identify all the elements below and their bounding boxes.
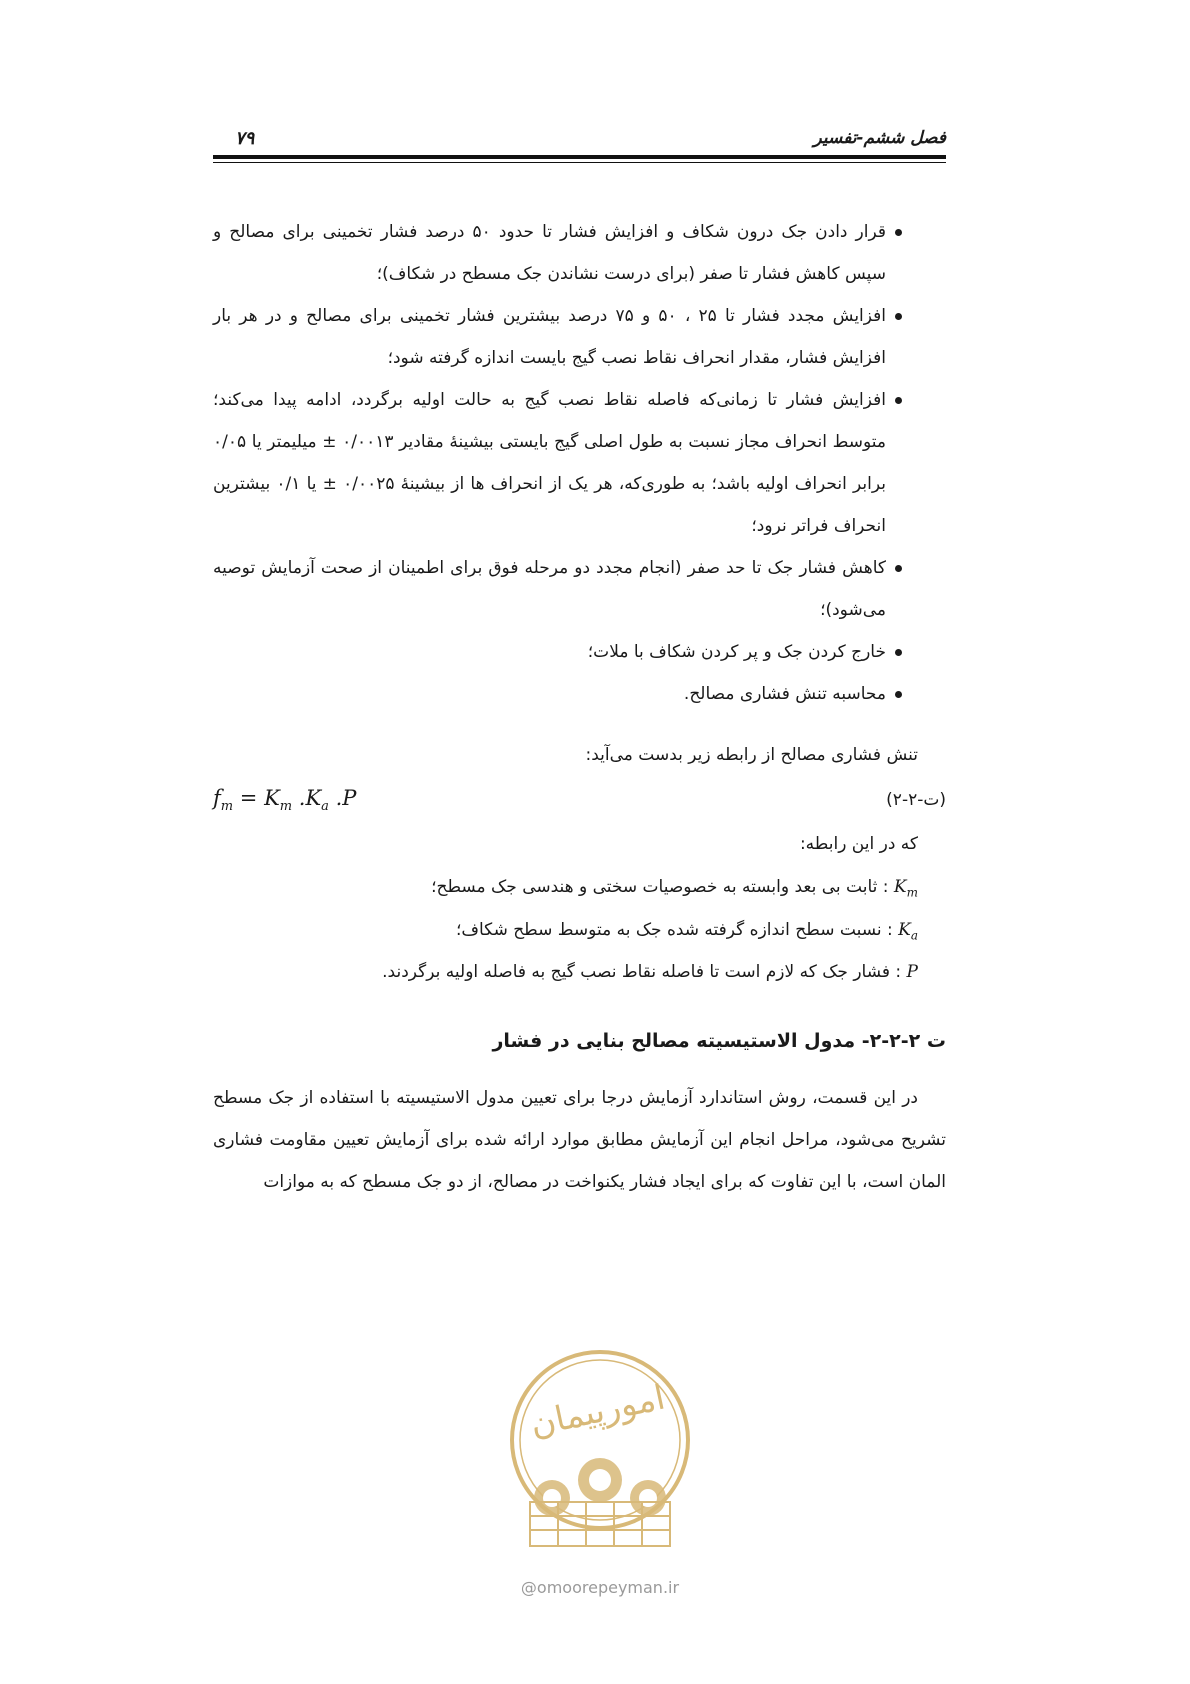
logo-text: امورپیمان	[526, 1377, 669, 1445]
body-paragraph: در این قسمت، روش استاندارد آزمایش درجا برای تعیین مدول الاستیسیته با استفاده از جک مسطح تشریح می‌شود، مراحل انجام این آزمایش مطابق موارد ارائه شده برای آزمایش تعیین مقاومت فشاری المان است، با این تفاوت که برای ایجاد فشار یکنواخت در مصالح، از دو جک مسطح که به موازات	[213, 1088, 946, 1192]
symbol-letter: K	[898, 920, 911, 940]
where-label: که در این رابطه:	[799, 834, 918, 854]
formula-f: f	[213, 786, 221, 810]
formula-k2: K	[305, 786, 322, 810]
header-rule-thin	[213, 162, 946, 163]
definition-km	[431, 877, 918, 899]
definition-text: : فشار جک که لازم است تا فاصله نقاط نصب گیج به فاصله اولیه برگردند.	[382, 962, 907, 982]
formula-dot1: .	[292, 786, 306, 810]
watermark-logo-icon	[490, 1330, 710, 1570]
chapter-title: فصل ششم-تفسیر	[813, 128, 946, 148]
definition-ka	[456, 920, 918, 942]
symbol-letter: K	[893, 877, 907, 897]
page-number: ۷۹	[235, 128, 255, 149]
header-rule-thick	[213, 155, 946, 159]
definition-p	[382, 962, 918, 982]
symbol-letter: P	[906, 962, 918, 982]
formula-p: P	[342, 786, 357, 810]
list-item: افزایش مجدد فشار تا ۲۵ ، ۵۰ و ۷۵ درصد بیشترین فشار تخمینی برای مصالح و در هر بار افزایش فشار، مقدار انحراف نقاط نصب گیج بایست اندازه گرفته شود؛	[213, 295, 946, 379]
list-item: خارج کردن جک و پر کردن شکاف با ملات؛	[213, 631, 946, 673]
definition-symbol	[907, 962, 918, 982]
equation-number: (ت-۲-۲)	[886, 790, 946, 810]
definition-text: : نسبت سطح اندازه گرفته شده جک به متوسط سطح شکاف؛	[455, 920, 899, 940]
symbol-sub: a	[910, 928, 918, 943]
list-item: قرار دادن جک درون شکاف و افزایش فشار تا حدود ۵۰ درصد فشار تخمینی برای مصالح و سپس کاهش فشار تا صفر (برای درست نشاندن جک مسطح در شکاف)؛	[213, 211, 946, 295]
section-heading: ت ۲-۲-۲- مدول الاستیسیته مصالح بنایی در فشار	[492, 1030, 946, 1052]
formula-dot2: .	[328, 786, 343, 810]
list-item: کاهش فشار جک تا حد صفر (انجام مجدد دو مرحله فوق برای اطمینان از صحت آزمایش توصیه می‌شود)؛	[213, 547, 946, 631]
logo-website: @omoorepeyman.ir	[520, 1578, 680, 1597]
formula-f-sub: m	[220, 799, 234, 815]
symbol-sub: m	[906, 885, 918, 900]
definition-symbol	[893, 877, 918, 900]
formula-k1-sub: m	[279, 799, 293, 815]
formula-eq: =	[233, 786, 265, 810]
formula	[213, 786, 356, 814]
list-item: محاسبه تنش فشاری مصالح.	[213, 673, 946, 715]
procedure-list	[213, 211, 946, 715]
formula-k1: K	[264, 786, 280, 810]
definition-text: : ثابت بی بعد وابسته به خصوصیات سختی و هندسی جک مسطح؛	[431, 877, 894, 897]
page-header	[213, 128, 946, 158]
formula-intro: تنش فشاری مصالح از رابطه زیر بدست می‌آید:	[585, 745, 918, 765]
formula-k2-sub: a	[321, 799, 329, 815]
list-item: افزایش فشار تا زمانی‌که فاصله نقاط نصب گیج به حالت اولیه برگردد، ادامه پیدا می‌کند؛ متوسط انحراف مجاز نسبت به طول اصلی گیج بایستی بیشینهٔ مقادیر ۰/۰۰۱۳ ± میلیمتر یا ۰/۰۵ برابر انحراف اولیه باشد؛ به طوری‌که، هر یک از انحراف ها از بیشینهٔ ۰/۰۰۲۵ ± یا ۰/۱ بیشترین انحراف فراتر نرود؛	[213, 379, 946, 547]
definition-symbol	[898, 920, 918, 943]
